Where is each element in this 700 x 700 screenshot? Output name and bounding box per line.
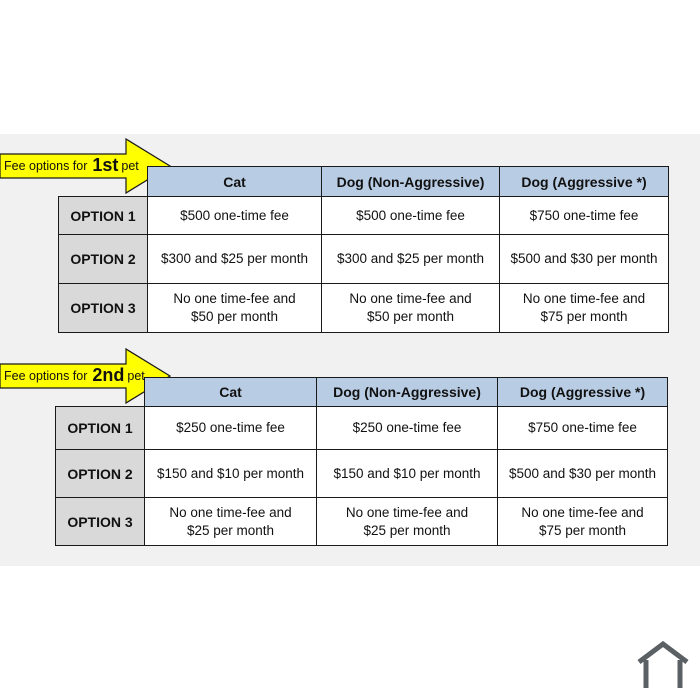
cell-line: $25 per month (363, 522, 451, 538)
column-header-dog-aggressive: Dog (Aggressive *) (500, 167, 669, 197)
table-cell: $750 one-time fee (500, 197, 669, 235)
table-cell: $500 and $30 per month (500, 235, 669, 284)
table-corner (56, 378, 145, 407)
table-cell (317, 498, 498, 546)
cell-line: $75 per month (538, 522, 627, 538)
table-cell: $300 and $25 per month (322, 235, 500, 284)
table-cell: $500 one-time fee (322, 197, 500, 235)
banner-ordinal: 2nd (92, 364, 125, 385)
table-row (59, 284, 669, 333)
row-label-option-1: OPTION 1 (59, 197, 148, 235)
cell-line: No one time-fee and (345, 504, 469, 520)
column-header-dog-non-aggressive: Dog (Non-Aggressive) (322, 167, 500, 197)
table-cell (322, 284, 500, 333)
column-header-cat: Cat (148, 167, 322, 197)
table-row (59, 197, 669, 235)
table-cell (148, 284, 322, 333)
table-cell (145, 498, 317, 546)
table-cell: $300 and $25 per month (148, 235, 322, 284)
banner-ordinal: 1st (92, 154, 119, 175)
table-cell: $500 one-time fee (148, 197, 322, 235)
cell-line: $75 per month (540, 309, 628, 324)
cell-line: $50 per month (366, 309, 455, 324)
fee-table-first-pet (58, 166, 669, 333)
row-label-option-3: OPTION 3 (56, 498, 145, 546)
banner-suffix: pet (121, 159, 139, 173)
column-header-dog-non-aggressive: Dog (Non-Aggressive) (317, 378, 498, 407)
table-row (56, 450, 668, 498)
table-row (59, 235, 669, 284)
row-label-option-2: OPTION 2 (59, 235, 148, 284)
cell-line: No one time-fee and (169, 504, 292, 520)
cell-line: $50 per month (190, 309, 279, 324)
cell-line: $25 per month (186, 522, 275, 538)
column-header-cat: Cat (145, 378, 317, 407)
cell-line: No one time-fee and (173, 291, 296, 306)
table-corner (59, 167, 148, 197)
banner-prefix: Fee options for (4, 159, 88, 173)
table-cell: $250 one-time fee (317, 407, 498, 450)
row-label-option-3: OPTION 3 (59, 284, 148, 333)
column-header-dog-aggressive: Dog (Aggressive *) (498, 378, 668, 407)
table-cell: $500 and $30 per month (498, 450, 668, 498)
banner-prefix: Fee options for (4, 369, 88, 383)
fee-table-second-pet (55, 377, 668, 546)
row-label-option-1: OPTION 1 (56, 407, 145, 450)
table-cell: $150 and $10 per month (145, 450, 317, 498)
row-label-option-2: OPTION 2 (56, 450, 145, 498)
cell-line: No one time-fee and (522, 291, 646, 306)
table-row (56, 498, 668, 546)
cell-line: No one time-fee and (521, 504, 644, 520)
banner-suffix: pet (127, 369, 145, 383)
table-cell (500, 284, 669, 333)
house-outline-icon (636, 640, 690, 690)
table-cell: $750 one-time fee (498, 407, 668, 450)
table-cell: $150 and $10 per month (317, 450, 498, 498)
table-row (56, 407, 668, 450)
cell-line: No one time-fee and (349, 291, 472, 306)
table-cell (498, 498, 668, 546)
table-cell: $250 one-time fee (145, 407, 317, 450)
